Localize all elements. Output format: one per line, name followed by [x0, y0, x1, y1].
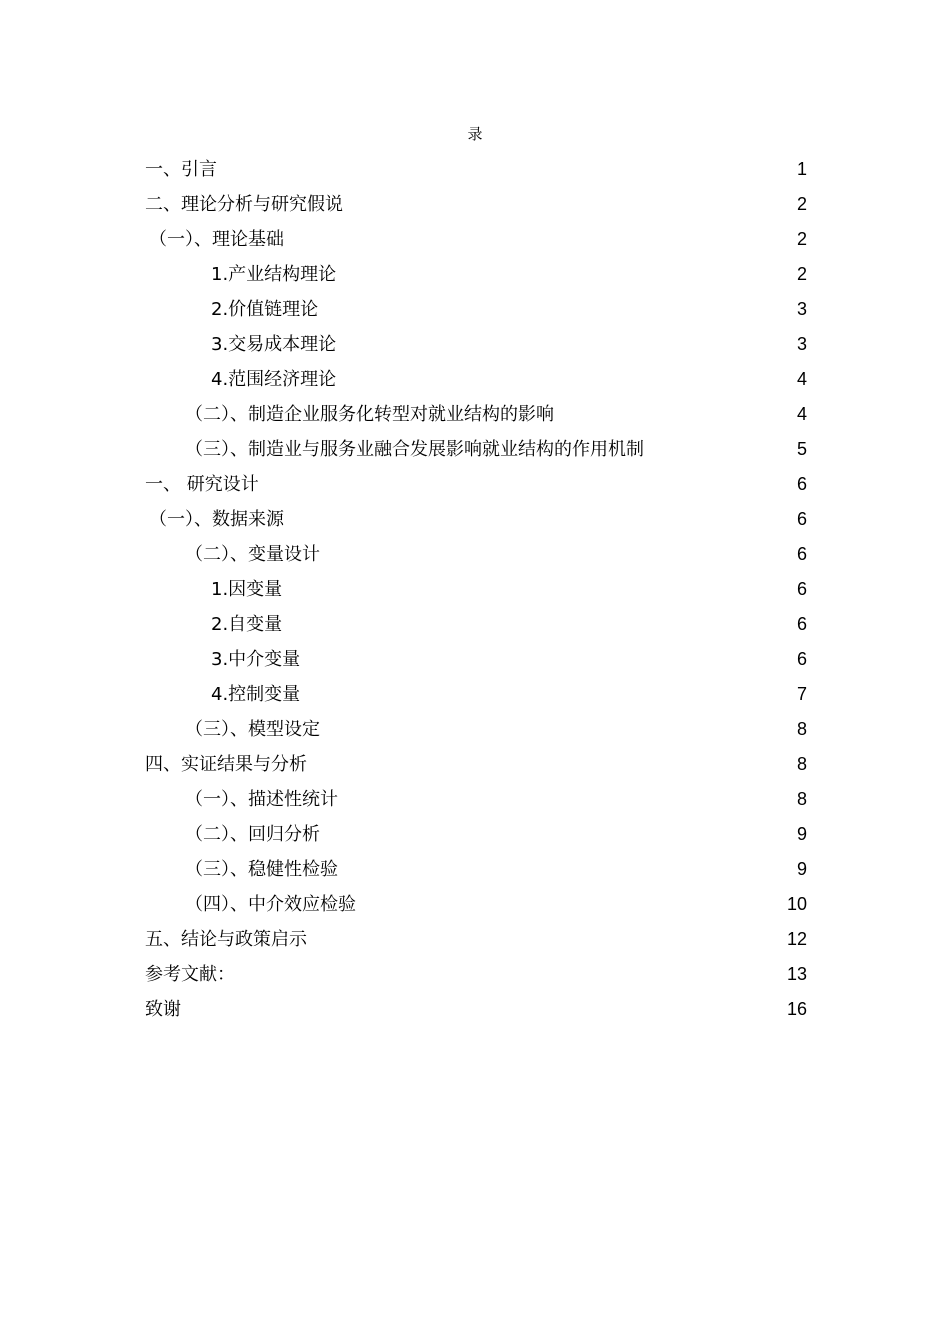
toc-entry-label: （二）、变量设计 — [185, 544, 320, 565]
toc-entry-page-number: 2 — [796, 229, 807, 249]
toc-entry-label: （二）、回归分析 — [185, 824, 320, 845]
toc-entry[interactable] — [145, 887, 807, 922]
toc-entry[interactable] — [145, 922, 807, 957]
toc-entry[interactable] — [145, 467, 807, 502]
toc-entry-page-number: 6 — [796, 544, 807, 564]
toc-entry-page-number: 6 — [796, 509, 807, 529]
toc-entry-label: （三）、模型设定 — [185, 719, 320, 740]
toc-entry-label: 一、 研究设计 — [145, 474, 259, 495]
toc-entry[interactable] — [145, 782, 807, 817]
toc-entry-page-number: 8 — [796, 719, 807, 739]
toc-entry-page-number: 4 — [796, 404, 807, 424]
toc-entry-label: 2.自变量 — [211, 614, 283, 635]
toc-entry[interactable] — [145, 502, 807, 537]
toc-entry-label: 二、理论分析与研究假说 — [145, 194, 343, 215]
toc-entry-label: 参考文献： — [145, 964, 235, 985]
toc-entry-label: 3.中介变量 — [211, 649, 301, 670]
toc-entry-label: （三）、制造业与服务业融合发展影响就业结构的作用机制 — [185, 439, 644, 460]
toc-entry-page-number: 6 — [796, 649, 807, 669]
toc-entry[interactable] — [145, 747, 807, 782]
toc-entry-label: （二）、制造企业服务化转型对就业结构的影响 — [185, 404, 554, 425]
toc-entry[interactable] — [145, 957, 807, 992]
toc-entry-page-number: 9 — [796, 824, 807, 844]
toc-entry-label: 2.价值链理论 — [211, 299, 319, 320]
toc-entry-label: 一、引言 — [145, 159, 217, 180]
toc-entry-label: 4.范围经济理论 — [211, 369, 337, 390]
toc-entry-page-number: 10 — [786, 894, 807, 914]
toc-entry-label: 1.产业结构理论 — [211, 264, 337, 285]
toc-entry[interactable] — [145, 607, 807, 642]
toc-entry-label: （一）、理论基础 — [149, 229, 284, 250]
toc-entry-label: （一）、数据来源 — [149, 509, 284, 530]
toc-entry-page-number: 1 — [796, 159, 807, 179]
toc-entry[interactable] — [145, 432, 807, 467]
toc-entry-page-number: 6 — [796, 579, 807, 599]
toc-entry-page-number: 3 — [796, 334, 807, 354]
toc-entry-label: 五、结论与政策启示 — [145, 929, 307, 950]
toc-entry-page-number: 8 — [796, 754, 807, 774]
toc-entry[interactable] — [145, 677, 807, 712]
toc-entry-page-number: 9 — [796, 859, 807, 879]
toc-entry[interactable] — [145, 852, 807, 887]
toc-entry-label: （一）、描述性统计 — [185, 789, 338, 810]
toc-entry[interactable] — [145, 397, 807, 432]
toc-entry-page-number: 2 — [796, 194, 807, 214]
toc-entry[interactable] — [145, 992, 807, 1027]
toc-entry[interactable] — [145, 362, 807, 397]
toc-entry-label: 1.因变量 — [211, 579, 283, 600]
toc-title: 录 — [467, 125, 483, 143]
toc-entry[interactable] — [145, 572, 807, 607]
toc-entry-page-number: 6 — [796, 614, 807, 634]
toc-entry[interactable] — [145, 222, 807, 257]
table-of-contents — [145, 152, 807, 1027]
toc-entry-page-number: 12 — [786, 929, 807, 949]
toc-entry-page-number: 6 — [796, 474, 807, 494]
toc-entry-page-number: 7 — [796, 684, 807, 704]
toc-entry[interactable] — [145, 327, 807, 362]
toc-entry-page-number: 4 — [796, 369, 807, 389]
toc-entry[interactable] — [145, 537, 807, 572]
toc-entry[interactable] — [145, 152, 807, 187]
toc-entry-label: 3.交易成本理论 — [211, 334, 337, 355]
toc-entry[interactable] — [145, 187, 807, 222]
toc-entry-label: 致谢 — [145, 999, 181, 1020]
toc-entry-page-number: 5 — [796, 439, 807, 459]
toc-entry[interactable] — [145, 292, 807, 327]
toc-entry-label: 四、实证结果与分析 — [145, 754, 307, 775]
toc-entry-page-number: 8 — [796, 789, 807, 809]
toc-entry-page-number: 13 — [786, 964, 807, 984]
toc-entry-page-number: 2 — [796, 264, 807, 284]
toc-entry[interactable] — [145, 257, 807, 292]
toc-entry[interactable] — [145, 817, 807, 852]
toc-entry-page-number: 16 — [786, 999, 807, 1019]
toc-entry-label: 4.控制变量 — [211, 684, 301, 705]
toc-entry-label: （四）、中介效应检验 — [185, 894, 356, 915]
toc-entry-label: （三）、稳健性检验 — [185, 859, 338, 880]
toc-entry[interactable] — [145, 712, 807, 747]
toc-entry[interactable] — [145, 642, 807, 677]
toc-entry-page-number: 3 — [796, 299, 807, 319]
